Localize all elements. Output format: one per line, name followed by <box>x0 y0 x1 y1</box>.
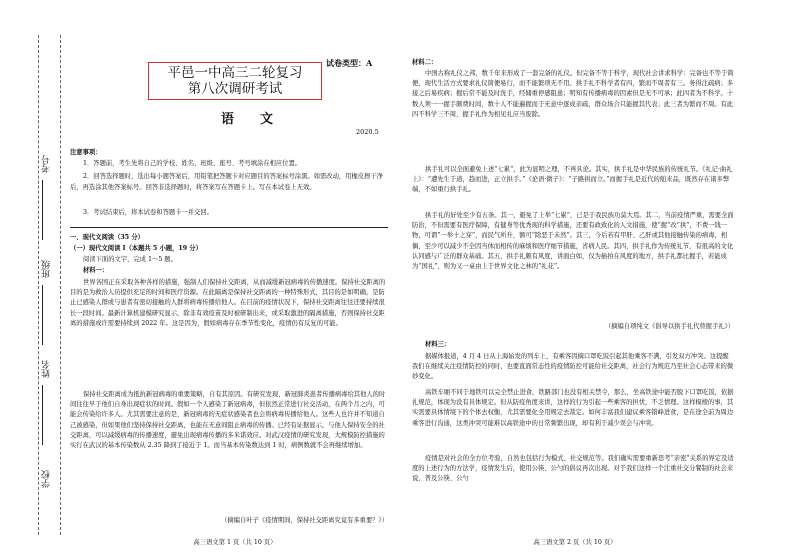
paper-type: 试卷类型：A <box>326 58 373 68</box>
subject-title: 语 文 <box>220 112 273 127</box>
material2-paragraph: 拱手礼可以全面避免上述“七累”，此为显明之理，不再具论。其实，拱手礼是中华民族的传统礼节。《礼记·曲礼上》：“遭先生于道，趋而进，正立拱手。”《论语·微子》：“子路拱而立。”而握手礼是近代的舶来品，既然存在诸多弊端，不如重行拱手礼。 <box>412 166 733 194</box>
material2-paragraph: 拱手礼的好处至少有五条。其一，避免了上举“七累”，已是于我民族功莫大焉。其二，当前疫情严重，需要全面防治，不但需要有医疗保障，有健身等优秀现的科学措施，还要有政致化的人文措施，使“握”改“拱”，不费一钱一物，可谓“一举十之穿”，而民气所升，额可“除恶于未然”。其三，今后若有甲肝、乙肝或其他接触传染的病毒，相偶，至少可以减少不全因当体而相传的麻烦和医疗细节措施，省病人民。其四，拱手礼作为传统礼节，有很高的文化认同感与广泛的群众基础。其五，拱手礼颇有风度，讲面白如，仅为插拍在风度的地方，拱手礼都比握手，若能成为“国礼”，则为又一桌由上于世界文化之林的“礼花”。 <box>412 212 734 271</box>
exam-title-line1: 平邑一中高三二轮复习 <box>167 65 303 81</box>
material1-source: （摘编自叶子《疫情期间，保持社交距离究竟有多重要？》） <box>221 517 388 524</box>
material3-title: 材料三： <box>425 341 451 348</box>
notice-title: 注意事项： <box>70 149 102 156</box>
material3-paragraph: 据媒体报道，4 月 4 日从上海始发的列车上，有乘客因摘口罩吃饭引起其他乘客不满，引发双方冲突。这提醒我们在继续关注疫情防控的同时，也要直面常态性的疫情防控可能给社交距离，社会行为规范乃至社会心态带来的微妙变化。 <box>412 353 734 381</box>
notice-item-1: 1．答题前，考生先将自己的学校、姓名、班级、座号、考号填涂在相应位置。 <box>83 160 302 167</box>
material1-paragraph: 保持社交距离成为抵抗新冠病毒的重要策略，自有其原因。有研究发现，新冠肺炎患者传播病毒给其他人的时间往往早于他们自身出现症状的时间。假如一个人感染了新冠病毒，但依然正常进行社交活动，在两个月之内，可能会传染给许多人。尤其需要注意的是，新冠病毒的无症状感染者也会将病毒传播给他人。这些人也许并不知道自己被感染，但如果他们坚持保持社交距离，也能在无意间阻止病毒的传播。已经有证据显示，与他人保持安全的社交距离，可以减缓病毒的传播速度，避免出现病毒传播的多米诺效应。对武汉疫情的研究发现，大规模防控措施的实行在武汉的基本传染数从 2.35 降到了接近于 1。而当基本传染数达到 1 时，病例数就不会再继续增加。 <box>70 391 386 450</box>
exam-date: 2020.5 <box>356 128 379 136</box>
name-blank <box>42 385 44 445</box>
material3-paragraph: 疫情是对社会的全方位考验，自然也包括行为模式、社交规范等。我们确实需要重新思考“亲密”关系的界定及适度的上述行为的方法学，疫情发生后，使用公筷、公勺的倡议再次出现。对于我们这样一个注重社交分餐制的社会来说，普及公筷、公勺 <box>412 455 734 483</box>
cut-line-left <box>38 35 39 535</box>
material1-paragraph: 世界各国正在采取各种各样的措施，强制人们保持社交距离，从而减缓新冠病毒的传播速度。保持社交距离的目的是为救治人员提供充足的时间和医疗资源。在此隔离是保持社交距离的一种特殊形式，其目的是如明确，是防止已感染人群或与患者有密切接触的人群将病毒传播给他人。在目前的疫情状况下，保持社交距离往往还要持续很长一段时间。最新计算机建模研究显示，除非有效疫苗及时被研制出来，或采取激进的隔离措施，否则保持社交距离的措施或许需要持续到 2022 年。这是因为，假如病毒存在季节性变化，疫情仍有反复的可能。 <box>70 279 386 327</box>
page-footer-right: 高三语文第 2 页（共 10 页） <box>533 539 617 546</box>
exam-number-label: 考号 <box>42 155 52 173</box>
notice-item-2: 2．回答选择题时，选出每小题答案后，用铅笔把答题卡对应题目的答案标号涂黑。如需改动，用橡皮擦干净后，再选涂其他答案标号。回答非选择题时，将答案写在答题卡上。写在本试卷上无效。 <box>70 173 383 191</box>
class-label: 班级 <box>42 260 52 278</box>
material2-body <box>412 69 734 313</box>
name-label: 姓名 <box>42 360 52 378</box>
divider-line <box>70 227 388 228</box>
reading-instruction: 阅读下面的文字，完成 1～5 题。 <box>83 256 177 263</box>
material1-title: 材料一： <box>83 267 109 274</box>
material2-title: 材料二： <box>412 59 438 66</box>
material3-body <box>412 352 734 496</box>
exam-number-blank <box>42 180 44 240</box>
cut-line-right <box>60 35 61 535</box>
section-title: 一、现代文阅读（35 分） <box>70 234 144 241</box>
exam-title-line2: 第八次调研考试 <box>187 81 283 97</box>
material1-body <box>70 278 388 512</box>
title-box <box>148 62 322 100</box>
material2-paragraph: 中国古称礼仪之邦，数千年来形成了一套完备的礼仪。但完备不等于科学，现代社会讲求科学：完备也不等于简便，现代生活方式要求礼仪简便易行，而不能繁琐无不用。拱手礼不科学者有四，繁而不周者有三。务得注疏病；多接之后易疾病；握后常不能及时洗手，经储重停感阻患；明知有传播病毒的因素但是无不可承；此四者为不科学。十数人须一一握手颇费时间，数十人不能遍握而于无意中逐成亲疏，群众场合只能握其代表；此三者为繁而不周。有此四不科学三不周，握手礼作为相见礼应当废除。 <box>412 70 734 118</box>
school-label: 学校 <box>42 470 52 488</box>
class-blank <box>42 285 44 345</box>
material2-source: （摘编自项纯文《倡导以拱手礼代替握手礼》） <box>604 323 734 330</box>
material3-paragraph: 高铁车厢不同于地铁可以完全禁止进食，铁路部门也没有相关禁令，那么，坐高铁途中能否脱下口罩吃饭，依据礼规范，体现为没有具体规定。但从防疫角度来讲，这样的行为引起一些乘客的担忧，不乏情理。这样模棱的事，其实需要具体情境下的个体去权衡，尤其需要化全用规定去裁定。如何丰富我们建议乘客错峰进食，是在途全前为周边乘客进行沟通，这类冲突可能难以高铁途中的日常频繁出现，却有利于减少误会与冲突。 <box>412 389 734 427</box>
notice-item-3: 3．考试结束后，将本试卷和答题卡一并交回。 <box>83 209 213 216</box>
page-footer-left: 高三语文第 1 页（共 10 页） <box>193 539 277 546</box>
subsection-title: （一）现代文阅读 I（本题共 5 小题，19 分） <box>70 245 202 252</box>
